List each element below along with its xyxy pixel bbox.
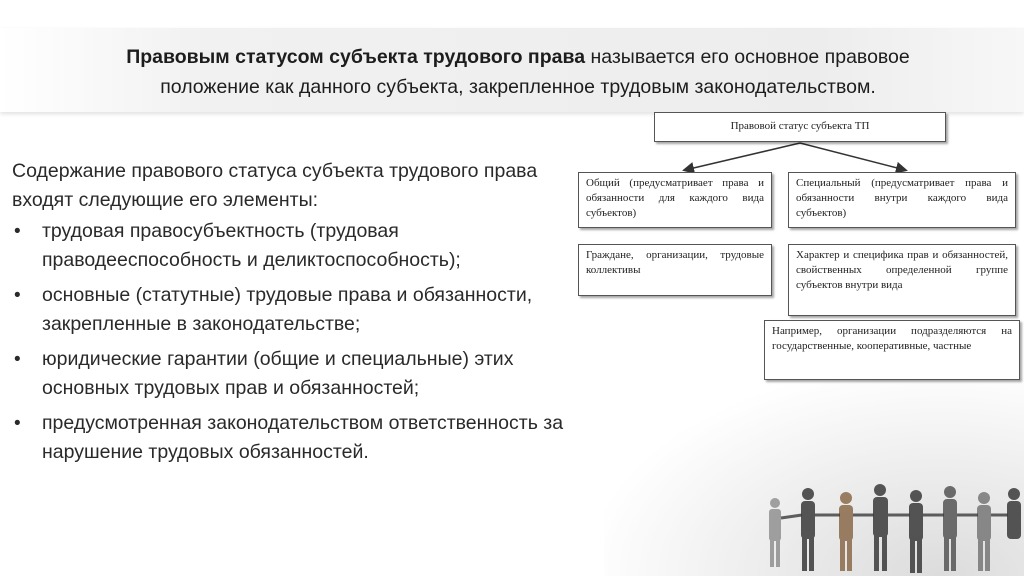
list-item-text: юридические гарантии (общие и специальные) этих основных трудовых прав и обязанностей; [42, 348, 514, 399]
diagram-special-box: Специальный (предусматривает права и обязанности внутри каждого вида субъектов) [788, 172, 1016, 228]
bullet-icon: • [14, 221, 21, 242]
arrow-to-special [800, 143, 905, 170]
content-intro: Содержание правового статуса субъекта трудового права входят следующие его элементы: [12, 160, 538, 211]
diagram-general-box: Общий (предусматривает права и обязанности для каждого вида субъектов) [578, 172, 772, 228]
bullet-icon: • [14, 285, 21, 306]
bullet-icon: • [14, 413, 21, 434]
diagram-example-box: Например, организации подразделяются на государственные, кооперативные, частные [764, 320, 1020, 380]
diagram-character-box: Характер и специфика прав и обязанностей, свойственных определенной группе субъектов внутри вида [788, 244, 1016, 316]
list-item-text: основные (статутные) трудовые права и обязанности, закрепленные в законодательстве; [42, 284, 533, 335]
arrow-to-general [685, 143, 800, 170]
list-item-text: предусмотренная законодательством ответственность за нарушение трудовых обязанностей. [42, 412, 564, 463]
definition-rest-line1: называется его основное правовое [585, 46, 910, 68]
definition-term: Правовым статусом субъекта трудового права [126, 46, 586, 68]
list-item-text: трудовая правосубъектность (трудовая праводееспособность и деликтоспособность); [42, 220, 461, 271]
bullet-icon: • [14, 349, 21, 370]
diagram-citizens-box: Граждане, организации, трудовые коллективы [578, 244, 772, 296]
diagram-root-box: Правовой статус субъекта ТП [654, 112, 946, 142]
people-silhouettes-icon [650, 470, 1024, 576]
definition-line2: положение как данного субъекта, закрепленное трудовым законодательством. [160, 76, 876, 98]
